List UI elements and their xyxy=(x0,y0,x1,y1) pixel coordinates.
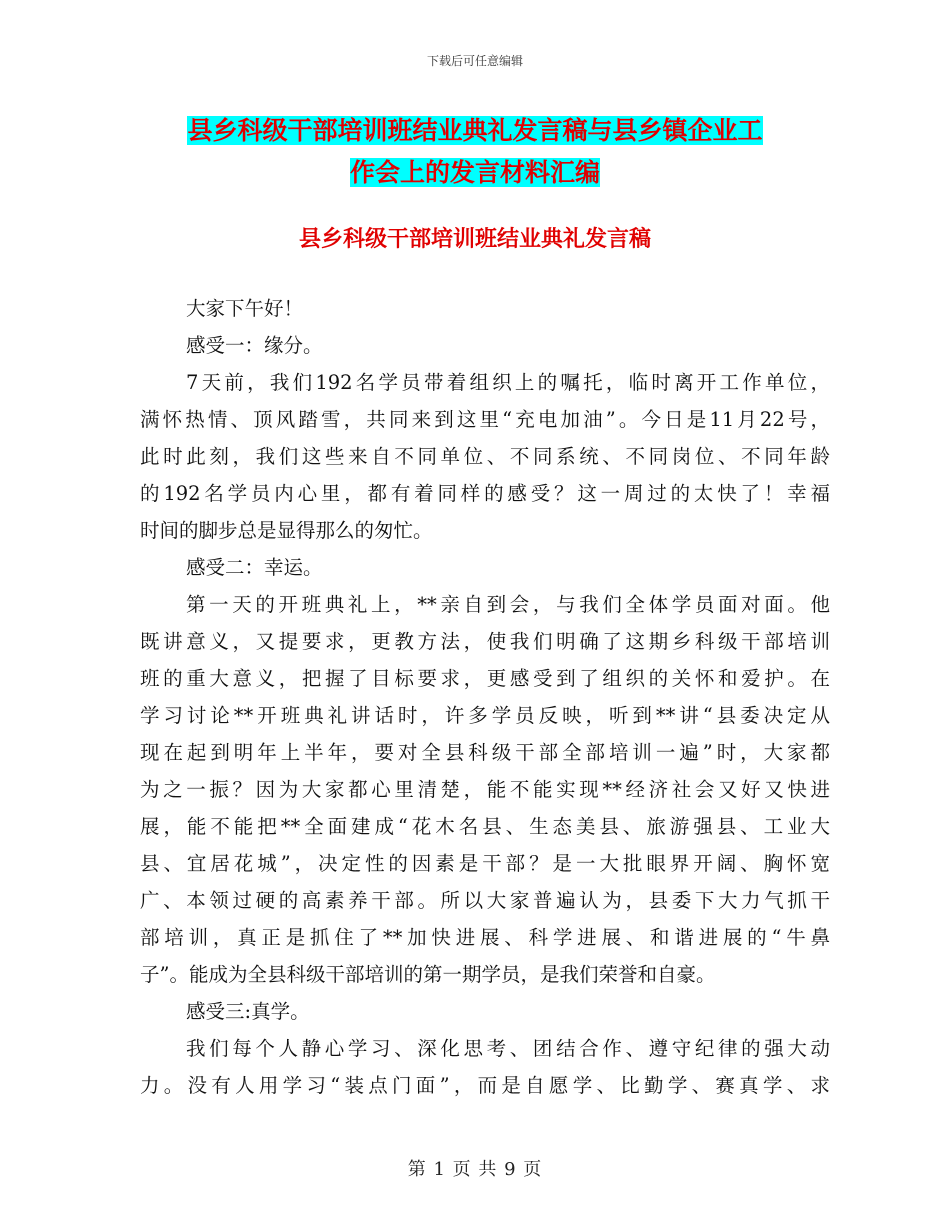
paragraph-line: 力。没有人用学习“装点门面”，而是自愿学、比勤学、赛真学、求 xyxy=(140,1074,830,1097)
paragraph-line: 大家下午好！ xyxy=(186,297,304,320)
paragraph-line: 展，能不能把**全面建成“花木名县、生态美县、旅游强县、工业大 xyxy=(140,815,830,838)
body-text xyxy=(140,290,830,1104)
paragraph-line: 县、宜居花城”，决定性的因素是干部？是一大批眼界开阔、胸怀宽 xyxy=(140,852,830,875)
paragraph-line: 部培训，真正是抓住了**加快进展、科学进展、和谐进展的“牛鼻 xyxy=(140,926,830,949)
document-title-line-2: 作会上的发言材料汇编 xyxy=(349,158,600,187)
paragraph-line: 第一天的开班典礼上，**亲自到会，与我们全体学员面对面。他 xyxy=(186,593,830,616)
paragraph-line: 子”。能成为全县科级干部培训的第一期学员，是我们荣誉和自豪。 xyxy=(140,963,716,986)
paragraph-line: 班的重大意义，把握了目标要求，更感受到了组织的关怀和爱护。在 xyxy=(140,667,830,690)
paragraph-line: 7天前，我们192名学员带着组织上的嘱托，临时离开工作单位， xyxy=(186,371,830,394)
paragraph-line: 现在起到明年上半年，要对全县科级干部全部培训一遍”时，大家都 xyxy=(140,741,830,764)
paragraph-line: 时间的脚步总是显得那么的匆忙。 xyxy=(140,519,433,542)
paragraph-line: 感受三:真学。 xyxy=(186,1000,310,1023)
paragraph-line: 感受二：幸运。 xyxy=(186,556,323,579)
paragraph-line: 广、本领过硬的高素养干部。所以大家普遍认为，县委下大力气抓干 xyxy=(140,889,830,912)
paragraph-line: 的192名学员内心里，都有着同样的感受？这一周过的太快了！幸福 xyxy=(140,482,830,505)
document-title xyxy=(0,110,950,194)
paragraph-line: 我们每个人静心学习、深化思考、团结合作、遵守纪律的强大动 xyxy=(186,1037,830,1060)
paragraph-line: 感受一：缘分。 xyxy=(186,334,323,357)
paragraph-line: 满怀热情、顶风踏雪，共同来到这里“充电加油”。今日是11月22号， xyxy=(140,408,830,431)
page-footer: 第 1 页 共 9 页 xyxy=(407,1159,543,1180)
paragraph-line: 既讲意义，又提要求，更教方法，使我们明确了这期乡科级干部培训 xyxy=(140,630,830,653)
paragraph-line: 为之一振？因为大家都心里清楚，能不能实现**经济社会又好又快进 xyxy=(140,778,830,801)
header-note: 下载后可任意编辑 xyxy=(426,54,523,68)
section-title: 县乡科级干部培训班结业典礼发言稿 xyxy=(298,226,651,252)
paragraph-line: 此时此刻，我们这些来自不同单位、不同系统、不同岗位、不同年龄 xyxy=(140,445,830,468)
document-title-line-1: 县乡科级干部培训班结业典礼发言稿与县乡镇企业工 xyxy=(187,116,763,145)
paragraph-line: 学习讨论**开班典礼讲话时，许多学员反映，听到**讲“县委决定从 xyxy=(140,704,830,727)
